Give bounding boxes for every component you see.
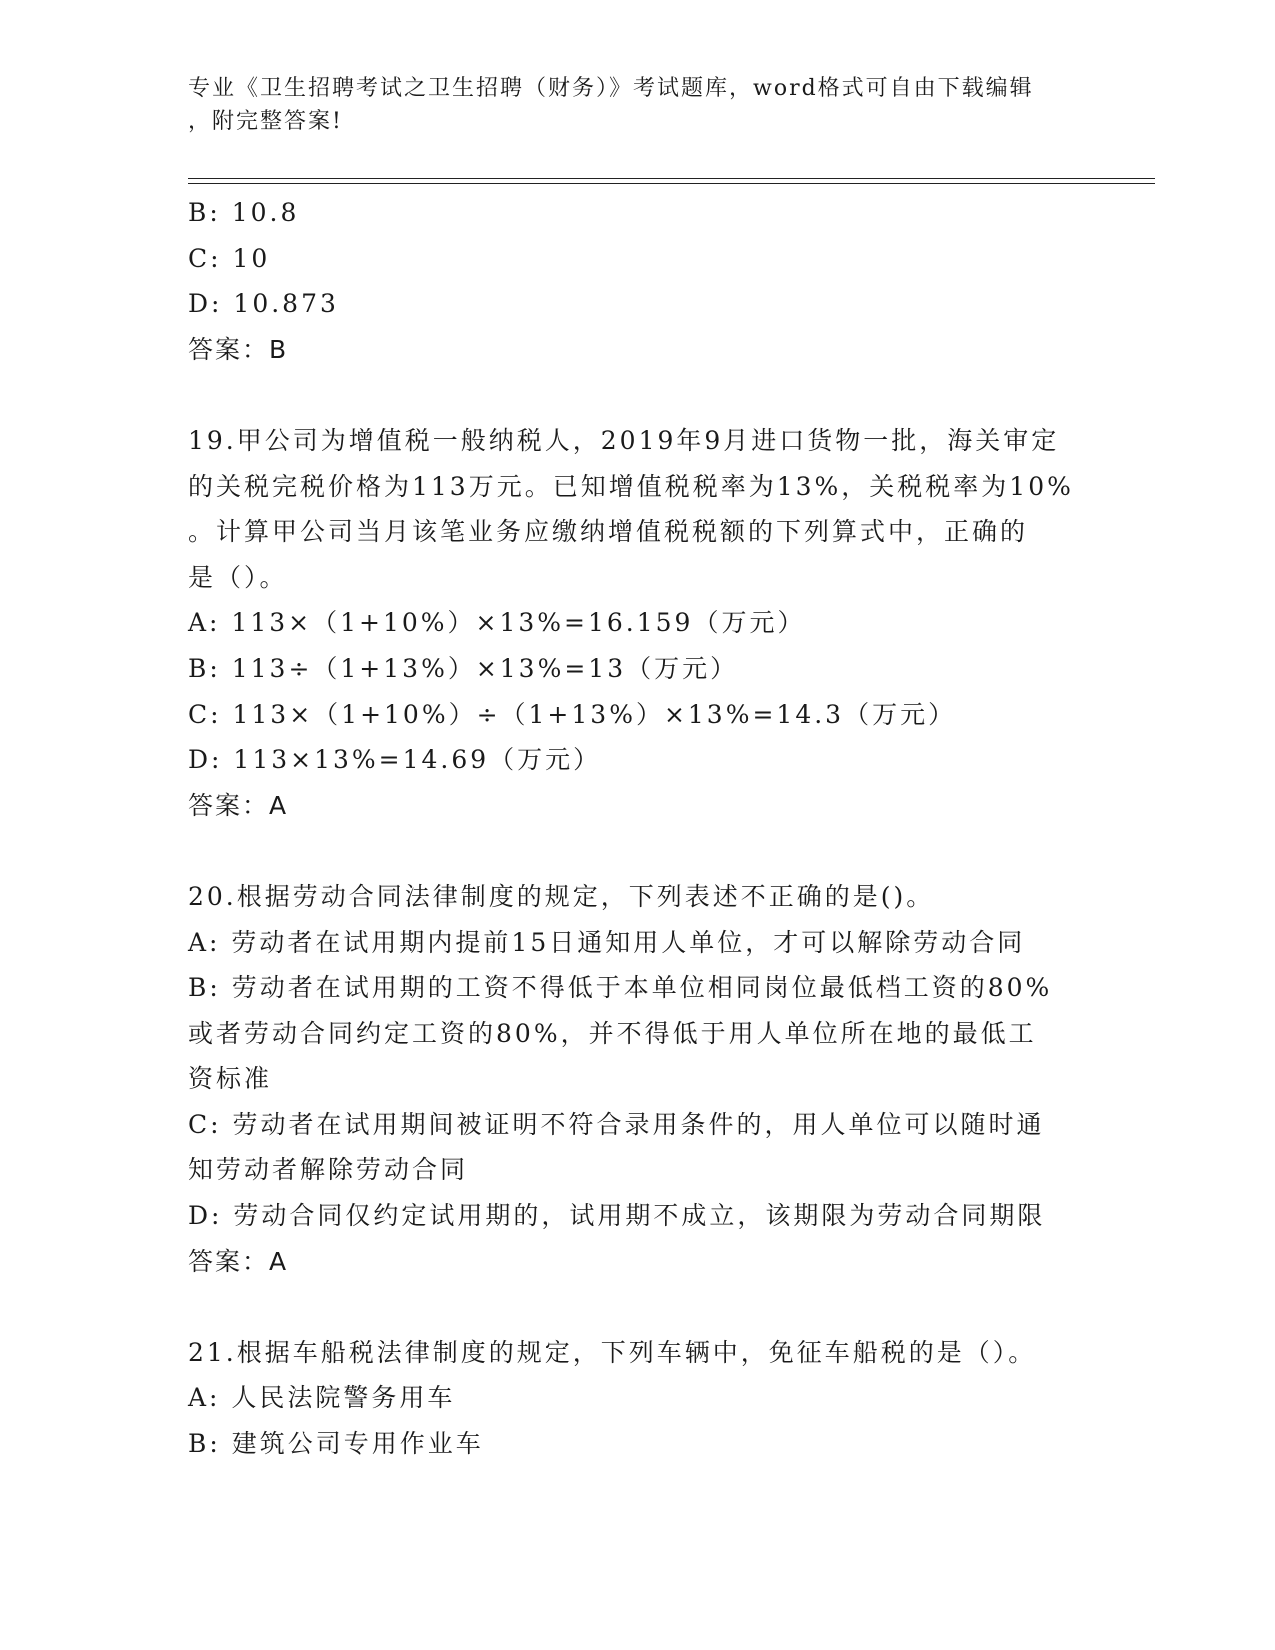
question-stem: 20.根据劳动合同法律制度的规定，下列表述不正确的是()。 [188,881,935,911]
answer: 答案：B [188,334,289,364]
option-a: A: 113×（1+10%）×13%=16.159（万元） [188,608,806,638]
question-stem-line: 。计算甲公司当月该笔业务应缴纳增值税税额的下列算式中，正确的 [188,517,1029,547]
question-20 [188,874,1088,1284]
spacer [188,1284,1088,1330]
question-18-tail [188,190,1088,372]
question-stem-line: 的关税完税价格为113万元。已知增值税税率为13%，关税税率为10% [188,471,1074,501]
question-19 [188,418,1088,828]
option-a: A: 劳动者在试用期内提前15日通知用人单位，才可以解除劳动合同 [188,927,1026,957]
option-d: D: 10.873 [188,289,339,319]
question-stem-line: 19.甲公司为增值税一般纳税人，2019年9月进口货物一批，海关审定 [188,425,1060,455]
option-b-line: B: 劳动者在试用期的工资不得低于本单位相同岗位最低档工资的80% [188,973,1053,1003]
option-b: B: 10.8 [188,198,300,227]
answer: 答案：A [188,1246,289,1276]
option-a: A: 人民法院警务用车 [188,1383,456,1413]
spacer [188,828,1088,874]
document-header [188,72,1088,138]
option-b: B: 113÷（1+13%）×13%=13（万元） [188,653,739,683]
answer: 答案：A [188,790,289,820]
header-line-1: 专业《卫生招聘考试之卫生招聘（财务）》考试题库，word格式可自由下载编辑 [188,76,1034,101]
option-d: D: 劳动合同仅约定试用期的，试用期不成立，该期限为劳动合同期限 [188,1201,1046,1231]
question-21 [188,1330,1088,1467]
header-divider-top [188,178,1155,179]
option-c-line: 知劳动者解除劳动合同 [188,1155,469,1185]
spacer [188,372,1088,418]
option-c: C: 113×（1+10%）÷（1+13%）×13%=14.3（万元） [188,699,957,729]
option-c-line: C: 劳动者在试用期间被证明不符合录用条件的，用人单位可以随时通 [188,1109,1045,1139]
header-line-2: ，附完整答案! [188,109,343,134]
option-b-line: 或者劳动合同约定工资的80%，并不得低于用人单位所在地的最低工 [188,1018,1037,1048]
header-divider-bottom [188,183,1155,184]
question-content [188,190,1088,1467]
option-b: B: 建筑公司专用作业车 [188,1429,484,1459]
question-stem-line: 是（）。 [188,562,288,592]
option-c: C: 10 [188,243,271,273]
option-b-line: 资标准 [188,1064,273,1094]
option-d: D: 113×13%=14.69（万元） [188,745,602,775]
question-stem: 21.根据车船税法律制度的规定，下列车辆中，免征车船税的是（）。 [188,1337,1037,1367]
